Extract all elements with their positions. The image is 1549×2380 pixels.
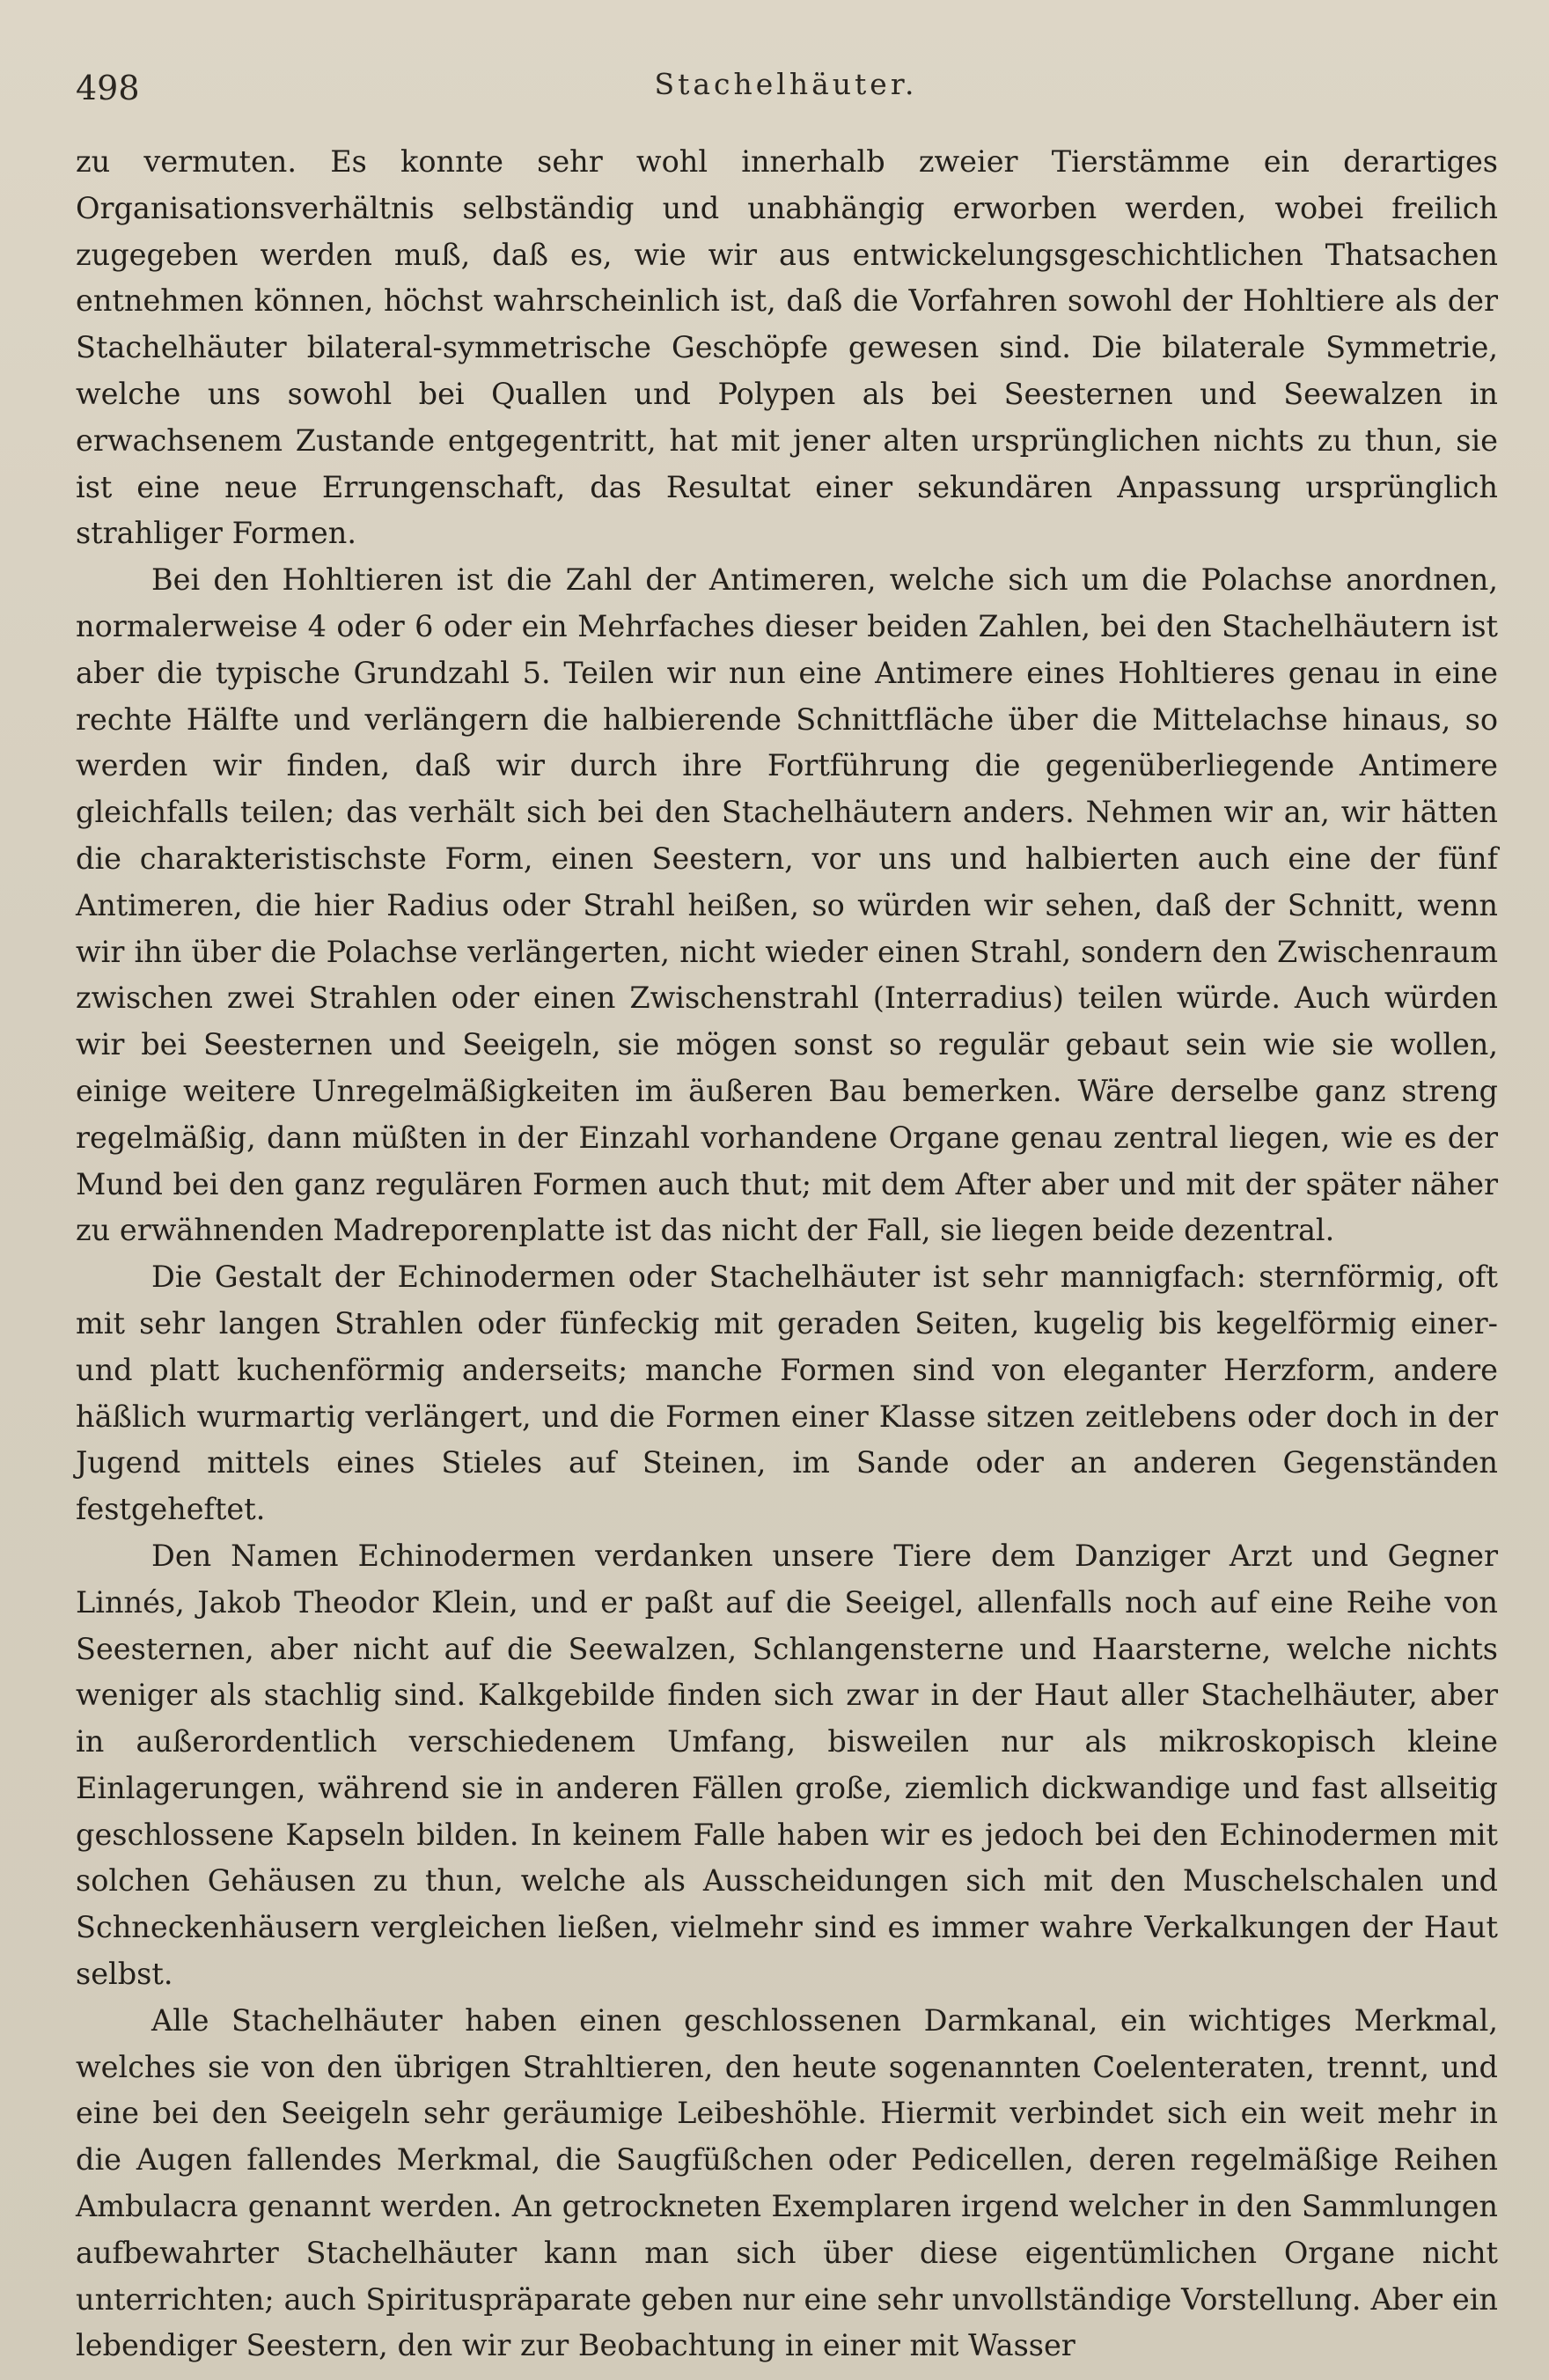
page-number: 498 xyxy=(76,69,140,107)
paragraph: Den Namen Echinodermen verdanken unsere Tiere dem Danziger Arzt und Gegner Linnés, Jakob Theodor Klein, und er paßt auf die Seeigel, allenfalls noch auf eine Reihe von Seesternen, aber nicht auf die Seewalzen, Schlangensterne und Haarsterne, welche nichts weniger als stachlig sind. Kalkgebilde finden sich zwar in der Haut aller Stachelhäuter, aber in außerordentlich verschiedenem Umfang, bisweilen nur als mikroskopisch kleine Einlagerungen, während sie in anderen Fällen große, ziemlich dickwandige und fast allseitig geschlossene Kapseln bilden. In keinem Falle haben wir es jedoch bei den Echinodermen mit solchen Gehäusen zu thun, welche als Ausscheidungen sich mit den Muschelschalen und Schneckenhäusern vergleichen ließen, vielmehr sind es immer wahre Verkalkungen der Haut selbst. xyxy=(76,1538,1498,1992)
running-head: Stachelhäuter. xyxy=(654,67,918,101)
page-header xyxy=(76,62,1496,114)
paragraph: zu vermuten. Es konnte sehr wohl innerhalb zweier Tierstämme ein derartiges Organisationsverhältnis selbständig und unabhängig erworben werden, wobei freilich zugegeben werden muß, daß es, wie wir aus entwickelungsgeschichtlichen Thatsachen entnehmen können, höchst wahrscheinlich ist, daß die Vorfahren sowohl der Hohltiere als der Stachelhäuter bilateral-symmetrische Geschöpfe gewesen sind. Die bilaterale Symmetrie, welche uns sowohl bei Quallen und Polypen als bei Seesternen und Seewalzen in erwachsenem Zustande entgegentritt, hat mit jener alten ursprünglichen nichts zu thun, sie ist eine neue Errungenschaft, das Resultat einer sekundären Anpassung ursprünglich strahliger Formen. xyxy=(76,144,1498,551)
paragraph: Die Gestalt der Echinodermen oder Stachelhäuter ist sehr mannigfach: sternförmig, oft mit sehr langen Strahlen oder fünfeckig mit geraden Seiten, kugelig bis kegelförmig einer- und platt kuchenförmig anderseits; manche Formen sind von eleganter Herzform, andere häßlich wurmartig verlängert, und die Formen einer Klasse sitzen zeitlebens oder doch in der Jugend mittels eines Stieles auf Steinen, im Sande oder an anderen Gegenständen festgeheftet. xyxy=(76,1260,1498,1527)
body-text xyxy=(76,139,1498,2369)
paragraph: Alle Stachelhäuter haben einen geschlossenen Darmkanal, ein wichtiges Merkmal, welches sie von den übrigen Strahltieren, den heute sogenannten Coelenteraten, trennt, und eine bei den Seeigeln sehr geräumige Leibeshöhle. Hiermit verbindet sich ein weit mehr in die Augen fallendes Merkmal, die Saugfüßchen oder Pedicellen, deren regelmäßige Reihen Ambulacra genannt werden. An getrockneten Exemplaren irgend welcher in den Sammlungen aufbewahrter Stachelhäuter kann man sich über diese eigentümlichen Organe nicht unterrichten; auch Spirituspräparate geben nur eine sehr unvollständige Vorstellung. Aber ein lebendiger Seestern, den wir zur Beobachtung in einer mit Wasser xyxy=(76,2002,1498,2363)
paragraph: Bei den Hohltieren ist die Zahl der Antimeren, welche sich um die Polachse anordnen, normalerweise 4 oder 6 oder ein Mehrfaches dieser beiden Zahlen, bei den Stachelhäutern ist aber die typische Grundzahl 5. Teilen wir nun eine Antimere eines Hohltieres genau in eine rechte Hälfte und verlängern die halbierende Schnittfläche über die Mittelachse hinaus, so werden wir finden, daß wir durch ihre Fortführung die gegenüberliegende Antimere gleichfalls teilen; das verhält sich bei den Stachelhäutern anders. Nehmen wir an, wir hätten die charakteristischste Form, einen Seestern, vor uns und halbierten auch eine der fünf Antimeren, die hier Radius oder Strahl heißen, so würden wir sehen, daß der Schnitt, wenn wir ihn über die Polachse verlängerten, nicht wieder einen Strahl, sondern den Zwischenraum zwischen zwei Strahlen oder einen Zwischenstrahl (Interradius) teilen würde. Auch würden wir bei Seesternen und Seeigeln, sie mögen sonst so regulär gebaut sein wie sie wollen, einige weitere Unregelmäßigkeiten im äußeren Bau bemerken. Wäre derselbe ganz streng regelmäßig, dann müßten in der Einzahl vorhandene Organe genau zentral liegen, wie es der Mund bei den ganz regulären Formen auch thut; mit dem After aber und mit der später näher zu erwähnenden Madreporenplatte ist das nicht der Fall, sie liegen beide dezentral. xyxy=(76,562,1498,1248)
